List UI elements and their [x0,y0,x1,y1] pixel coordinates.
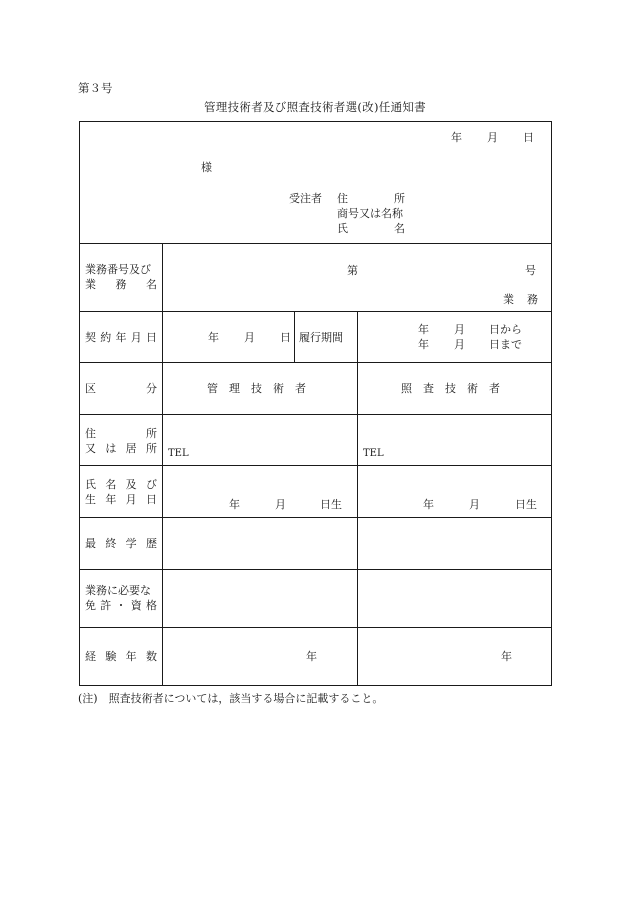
checker-birth-day: 日生 [515,498,537,511]
address-label-line2: 又 は 居 所 [85,442,157,455]
checker-heading: 照 査 技 術 者 [401,382,500,395]
contractor-name-label: 氏 名 [337,222,405,235]
name-birth-label-line1: 氏 名 及 び [85,478,157,491]
form-number: 第３号 [78,81,113,95]
contract-day: 日 [280,331,291,344]
manager-heading: 管 理 技 術 者 [207,382,306,395]
contract-month: 月 [244,331,255,344]
period-from-year: 年 [418,323,429,336]
manager-birth-year: 年 [229,498,240,511]
checker-experience-unit: 年 [501,650,512,663]
checker-birth-year: 年 [423,498,434,511]
name-birth-label-line2: 生 年 月 日 [85,493,157,506]
education-label: 最 終 学 歴 [85,537,157,550]
address-label-line1: 住 所 [85,427,157,440]
license-label-line2: 免 許 ・ 資 格 [85,599,157,612]
contract-year: 年 [208,331,219,344]
manager-experience-unit: 年 [306,650,317,663]
contractor-company-label: 商号又は名称 [337,207,403,220]
period-to-year: 年 [418,338,429,351]
date-day-label: 日 [523,131,534,144]
category-label: 区 分 [85,382,157,395]
checker-tel-label: TEL [363,448,384,459]
period-to-day: 日まで [489,338,522,351]
period-label: 履行期間 [299,331,343,344]
date-month-label: 月 [487,131,498,144]
contractor-address-label: 住 所 [337,192,405,205]
contract-date-label: 契 約 年 月 日 [85,331,157,344]
business-gyomu: 業 務 [503,293,539,306]
addressee-suffix: 様 [201,161,212,174]
license-label-line1: 業務に必要な [85,584,151,597]
manager-tel-label: TEL [168,448,189,459]
period-to-month: 月 [454,338,465,351]
business-go: 号 [525,264,536,277]
business-label-line1: 業務番号及び [85,263,151,276]
manager-birth-day: 日生 [320,498,342,511]
business-label-line2: 業 務 名 [85,278,157,291]
date-year-label: 年 [451,131,462,144]
footnote: (注) 照査技術者については，該当する場合に記載すること。 [78,692,384,705]
period-from-day: 日から [489,323,522,336]
checker-birth-month: 月 [469,498,480,511]
business-dai: 第 [347,264,358,277]
manager-birth-month: 月 [275,498,286,511]
contractor-label: 受注者 [289,192,322,205]
document-title: 管理技術者及び照査技術者選(改)任通知書 [204,100,426,114]
period-from-month: 月 [454,323,465,336]
experience-label: 経 験 年 数 [85,650,157,663]
